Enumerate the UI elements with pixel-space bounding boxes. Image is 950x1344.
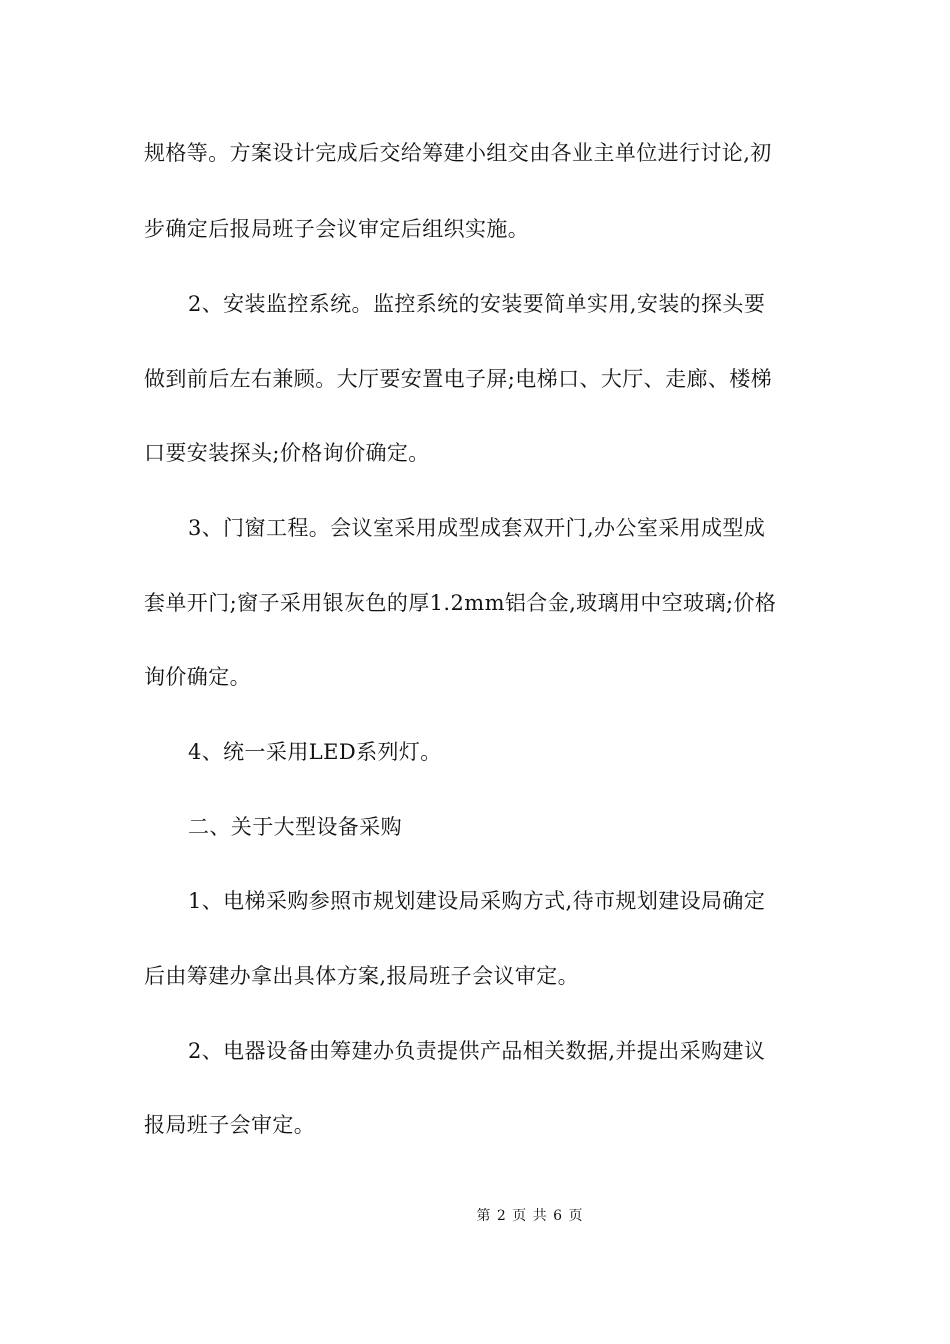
paragraph-line: 口要安装探头;价格询价确定。 — [144, 441, 430, 465]
page-number: 第 2 页 共 6 页 — [476, 1208, 584, 1224]
paragraph-line: 3、门窗工程。会议室采用成型成套双开门,办公室采用成型成 — [188, 516, 766, 540]
paragraph-line: 4、统一采用LED系列灯。 — [188, 740, 442, 764]
paragraph-line: 询价确定。 — [144, 665, 251, 689]
paragraph-line: 规格等。方案设计完成后交给筹建小组交由各业主单位进行讨论,初 — [144, 141, 772, 165]
section-heading: 二、关于大型设备采购 — [188, 815, 402, 839]
paragraph-line: 做到前后左右兼顾。大厅要安置电子屏;电梯口、大厅、走廊、楼梯 — [144, 367, 773, 391]
paragraph-line: 2、安装监控系统。监控系统的安装要简单实用,安装的探头要 — [188, 292, 766, 316]
paragraph-line: 1、电梯采购参照市规划建设局采购方式,待市规划建设局确定 — [188, 889, 766, 913]
paragraph-line: 报局班子会审定。 — [144, 1113, 316, 1137]
paragraph-line: 后由筹建办拿出具体方案,报局班子会议审定。 — [144, 964, 580, 988]
paragraph-line: 套单开门;窗子采用银灰色的厚1.2mm铝合金,玻璃用中空玻璃;价格 — [144, 591, 777, 615]
paragraph-line: 步确定后报局班子会议审定后组织实施。 — [144, 217, 530, 241]
paragraph-line: 2、电器设备由筹建办负责提供产品相关数据,并提出采购建议 — [188, 1039, 766, 1063]
